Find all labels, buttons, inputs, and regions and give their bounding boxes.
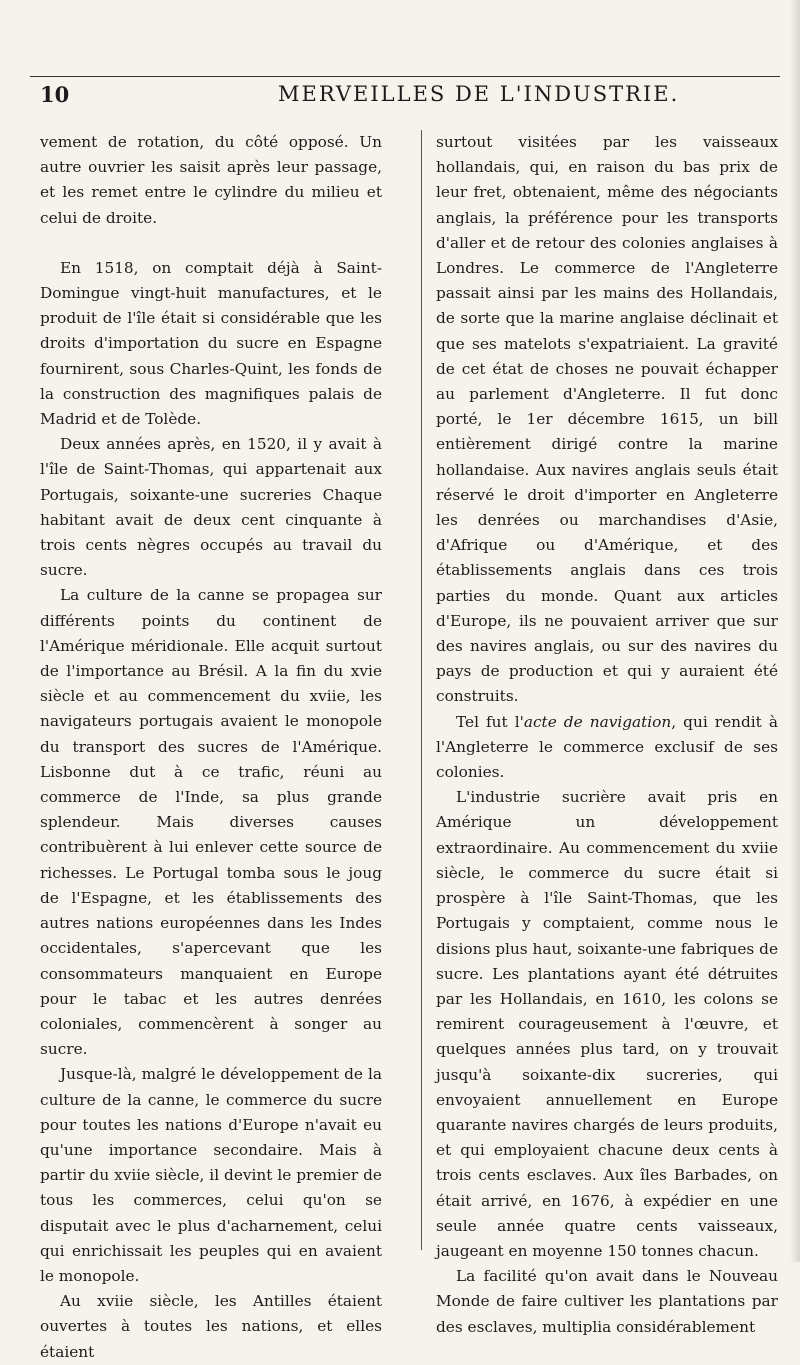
paragraph: L'industrie sucrière avait pris en Amérique un développement extraordinaire. Au commencement du xviie siècle, le commerce du sucre était si prospère à l'île Saint-Thomas, que les Portugais y comptaient, comme nous le disions plus haut, soixante-une fabriques de sucre. Les plantations ayant été détruites par les Hollandais, en 1610, les colons se remirent courageusement à l'œuvre, et quelques années plus tard, on y trouvait jusqu'à soixante-dix sucreries, qui envoyaient annuellement en Europe quarante navires chargés de leurs produits, et qui employaient chacune deux cents à trois cents esclaves. Aux îles Barbades, on était arrivé, en 1676, à expédier en une seule année quatre cents vaisseaux, jaugeant en moyenne 150 tonnes chacun. [436,788,778,1260]
paragraph-text: Tel fut l' [456,712,524,731]
paragraph: Deux années après, en 1520, il y avait à l'île de Saint-Thomas, qui appartenait aux Portugais, soixante-une sucreries Chaque habitant avait de deux cent cinquante à trois cents nègres occupés au travail du sucre. [40,435,382,580]
italic-term: acte de navigation [523,712,672,731]
paragraph: La culture de la canne se propagea sur différents points du continent de l'Amérique méridionale. Elle acquit surtout de l'importance au Brésil. A la fin du xvie siècle et au commencement du xviie, les navigateurs portugais avaient le monopole du transport des sucres de l'Amérique. Lisbonne dut à ce trafic, réuni au commerce de l'Inde, sa plus grande splendeur. Mais diverses causes contribuèrent à lui enlever cette source de richesses. Le Portugal tomba sous le joug de l'Espagne, et les établissements des autres nations européennes dans les Indes occidentales, s'apercevant que les consommateurs manquaient en Europe pour le tabac et les autres denrées coloniales, commencèrent à songer au sucre. [40,586,382,1059]
column-divider [421,130,422,1250]
paragraph: Jusque-là, malgré le développement de la culture de la canne, le commerce du sucre pour toutes les nations d'Europe n'avait eu qu'une importance secondaire. Mais à partir du xviie siècle, il devint le premier de tous les commerces, celui qu'on se disputait avec le plus d'acharnement, celui qui enrichissait les peuples qui en avaient le monopole. [40,1065,382,1285]
paragraph: vement de rotation, du côté opposé. Un autre ouvrier les saisit après leur passage, et les remet entre le cylindre du milieu et celui de droite. [40,133,382,227]
paragraph-text: , qui rendit à l'Angleterre le commerce exclusif de ses colonies. [436,712,779,782]
running-title: MERVEILLES DE L'INDUSTRIE. [278,82,680,106]
paragraph: Au xviie siècle, les Antilles étaient ouvertes à toutes les nations, et elles étaient [40,1292,382,1361]
page-header [28,82,780,116]
left-column [40,130,382,1365]
right-column [436,130,778,1340]
paragraph: En 1518, on comptait déjà à Saint-Domingue vingt-huit manufactures, et le produit de l'île était si considérable que les droits d'importation du sucre en Espagne fournirent, sous Charles-Quint, les fonds de la construction des magnifiques palais de Madrid et de Tolède. [40,258,382,429]
paragraph: surtout visitées par les vaisseaux hollandais, qui, en raison du bas prix de leur fret, obtenaient, même des négociants anglais, la préférence pour les transports d'aller et de retour des colonies anglaises à Londres. Le commerce de l'Angleterre passait ainsi par les mains des Hollandais, de sorte que la marine anglaise déclinait et que ses matelots s'expatriaient. La gravité de cet état de choses ne pouvait échapper au parlement d'Angleterre. Il fut donc porté, le 1er décembre 1615, un bill entièrement dirigé contre la marine hollandaise. Aux navires anglais seuls était réservé le droit d'importer en Angleterre les denrées ou marchandises d'Asie, d'Afrique ou d'Amérique, et des établissements anglais dans ces trois parties du monde. Quant aux articles d'Europe, ils ne pouvaient arriver que sur des navires anglais, ou sur des navires du pays de production et qui y auraient été construits. [436,133,778,706]
top-rule [30,76,780,77]
paragraph: La facilité qu'on avait dans le Nouveau Monde de faire cultiver les plantations par des esclaves, multiplia considérablement [436,1267,778,1336]
page-edge-shadow [790,0,800,1262]
paragraph [436,710,778,786]
page-number: 10 [40,82,70,107]
